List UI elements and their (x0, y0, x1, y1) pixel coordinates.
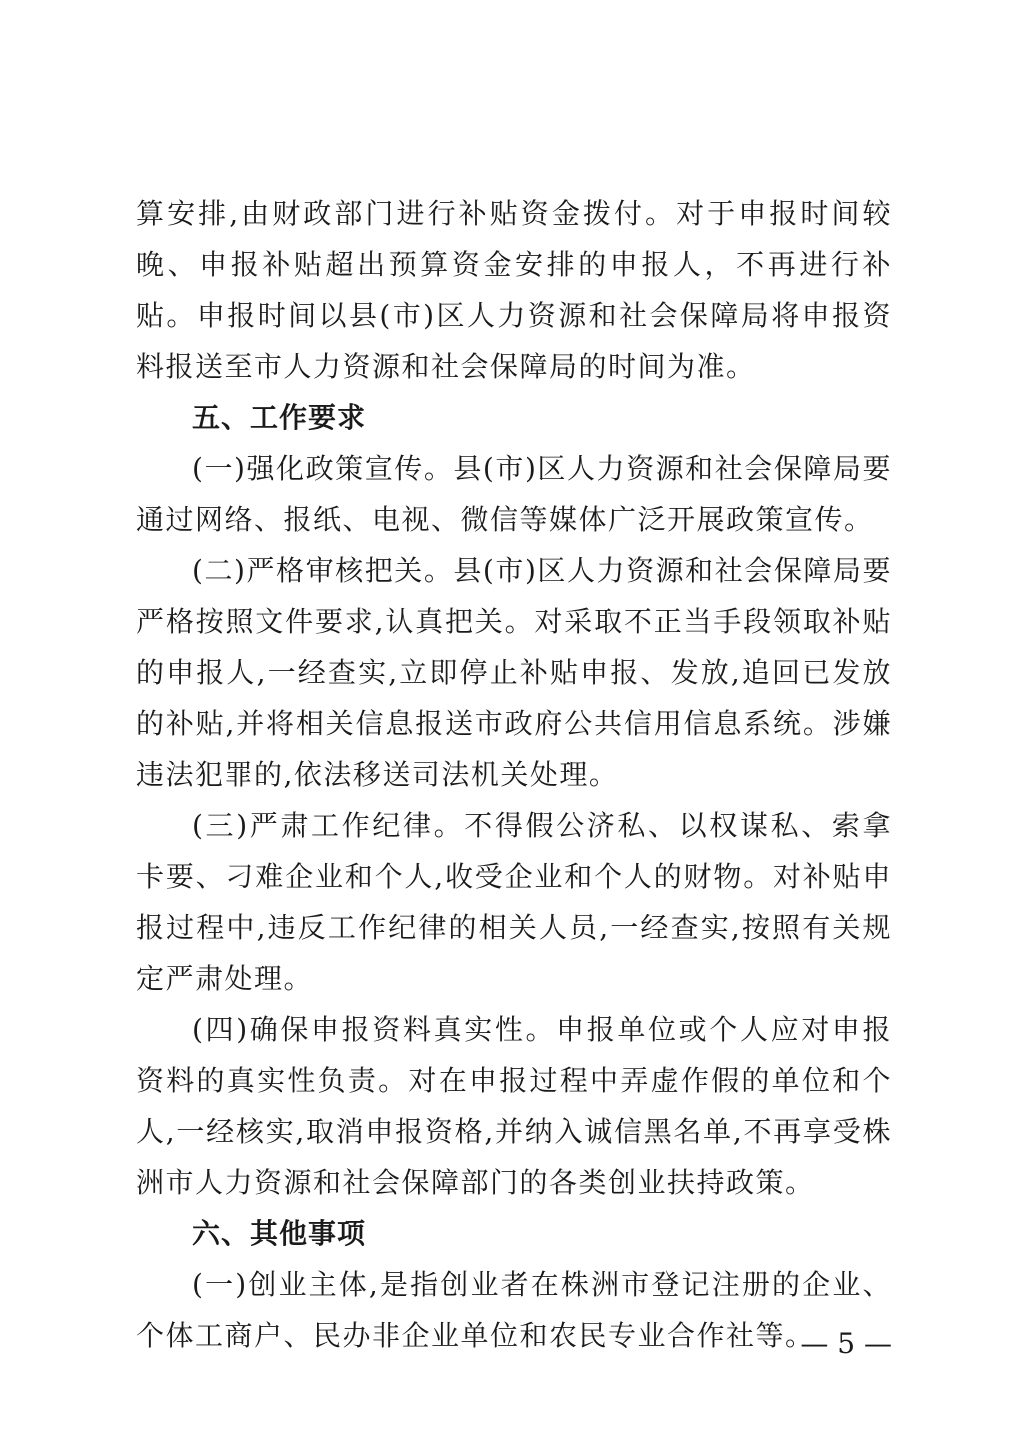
section-heading-other-matters: 六、其他事项 (192, 1217, 367, 1250)
paragraph-data-authenticity: (四)确保申报资料真实性。申报单位或个人应对申报资料的真实性负责。对在申报过程中弄虚作假的单位和个人,一经核实,取消申报资格,并纳入诚信黑名单,不再享受株洲市人力资源和社会保障部门的各类创业扶持政策。 (136, 1013, 892, 1199)
paragraph-continuation: 算安排,由财政部门进行补贴资金拨付。对于申报时间较晚、申报补贴超出预算资金安排的申报人，不再进行补贴。申报时间以县(市)区人力资源和社会保障局将申报资料报送至市人力资源和社会保障局的时间为准。 (136, 197, 892, 383)
page-number: — 5 — (800, 1327, 892, 1360)
section-heading-work-requirements: 五、工作要求 (192, 401, 367, 434)
paragraph-strict-review: (二)严格审核把关。县(市)区人力资源和社会保障局要严格按照文件要求,认真把关。对采取不正当手段领取补贴的申报人,一经查实,立即停止补贴申报、发放,追回已发放的补贴,并将相关信息报送市政府公共信用信息系统。涉嫌违法犯罪的,依法移送司法机关处理。 (136, 554, 892, 791)
paragraph-policy-publicity: (一)强化政策宣传。县(市)区人力资源和社会保障局要通过网络、报纸、电视、微信等媒体广泛开展政策宣传。 (136, 452, 892, 536)
paragraph-work-discipline: (三)严肃工作纪律。不得假公济私、以权谋私、索拿卡要、刁难企业和个人,收受企业和个人的财物。对补贴申报过程中,违反工作纪律的相关人员,一经查实,按照有关规定严肃处理。 (136, 809, 892, 995)
document-body (136, 188, 892, 1361)
paragraph-entrepreneurship-entity: (一)创业主体,是指创业者在株洲市登记注册的企业、个体工商户、民办非企业单位和农民专业合作社等。 (136, 1268, 892, 1352)
